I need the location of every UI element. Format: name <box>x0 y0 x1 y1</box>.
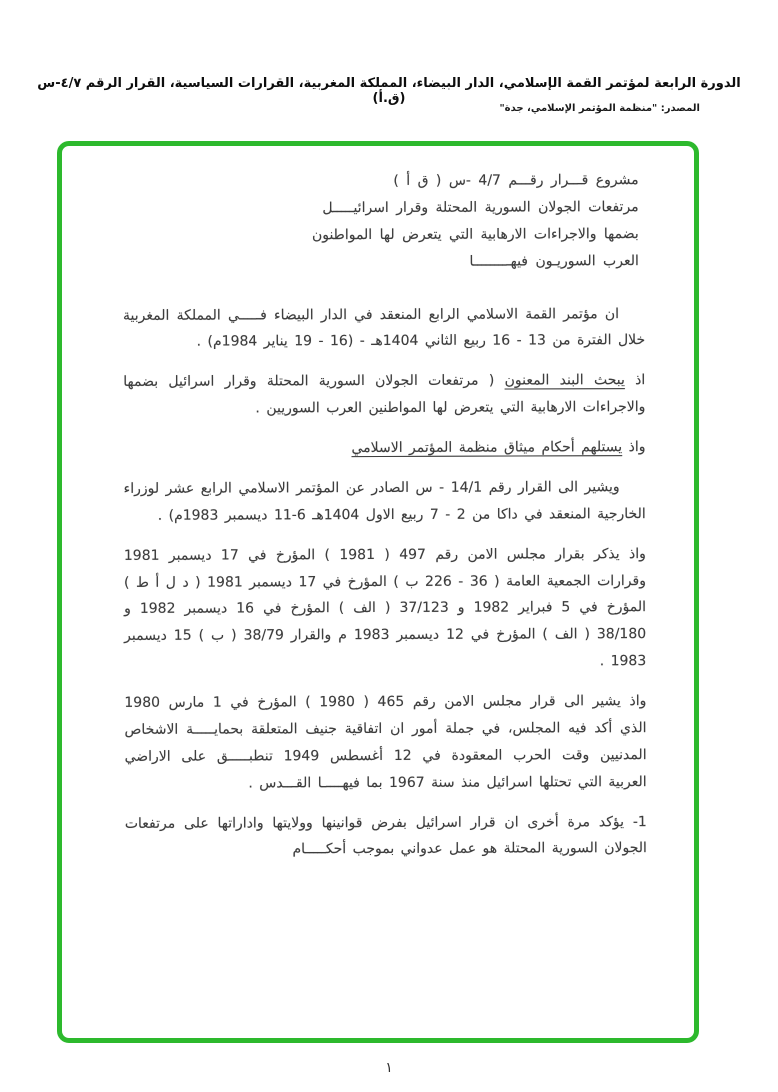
paragraph-text: واذ يشير الى قرار مجلس الامن رقم 465 ( 1980 ) المؤرخ في 1 مارس 1980 الذي أكد فيه المجلس، في جملة أمور ان اتفاقية جنيف المتعلقة بحمايـــــة الاشخاص المدنيين وقت الحرب المعقودة في 12 أغسطس 1949 تنطبـــــق على الاراضي العربية التي تحتلها اسرائيل منذ سنة 1967 بما فيهـــــا القـــدس . <box>124 693 647 792</box>
paragraph-text: 1- يؤكد مرة أخرى ان قرار اسرائيل بفرض قوانينها وولايتها واداراتها على مرتفعات الجولان السورية المحتلة هو عمل عدواني بموجب أحكـــــام <box>124 813 647 858</box>
document-paragraph <box>125 809 647 865</box>
paragraph-text: ( مرتفعات الجولان السورية المحتلة وقرار اسرائيل بضمها والاجراءات الارهابية التي يتعرض لها المواطنين العرب السوريين . <box>123 372 646 417</box>
paragraph-text: اذ <box>624 372 646 389</box>
document-paragraph <box>124 541 646 677</box>
document-paragraph <box>124 688 646 797</box>
underlined-phrase: يستلهم أحكام ميثاق منظمة المؤتمر الاسلامي <box>351 439 623 457</box>
doc-title-line: مشروع قـــرار رقـــم 4/7 -س ( ق أ ) <box>393 172 639 189</box>
doc-title-line: مرتفعات الجولان السورية المحتلة وقرار اسرائيـــــل <box>322 198 639 217</box>
document-paragraph <box>123 434 645 463</box>
paragraph-text: ان مؤتمر القمة الاسلامي الرابع المنعقد في الدار البيضاء فـــــي المملكة المغربية خلال الفترة من 13 - 16 ربيع الثاني 1404هـ - (16 - 19 يناير 1984م) . <box>123 305 646 351</box>
doc-title-line: العرب السوريـون فيهـــــــــا <box>469 252 639 270</box>
doc-paragraphs <box>123 301 647 865</box>
document-paragraph <box>123 367 645 423</box>
paragraph-text: واذ يذكر بقرار مجلس الامن رقم 497 ( 1981 ) المؤرخ في 17 ديسمبر 1981 وقرارات الجمعية العامة ( 36 - 226 ب ) المؤرخ في 17 ديسمبر 1981 ( د ل أ ط ) المؤرخ في 5 فبراير 1982 و 37/123 ( الف ) المؤرخ في 16 ديسمبر 1982 و 38/180 ( الف ) المؤرخ في 12 ديسمبر 1983 م والقرار 38/79 ( ب ) 15 ديسمبر 1983 . <box>123 545 647 670</box>
paragraph-text: ويشير الى القرار رقم 14/1 - س الصادر عن المؤتمر الاسلامي الرابع عشر لوزراء الخارجية المنعقد في داكا من 2 - 7 ربيع الاول 1404هـ 6-11 ديسمبر 1983م) . <box>123 479 646 524</box>
doc-title-block <box>123 167 645 276</box>
source-line: المصدر: "منظمة المؤتمر الإسلامي، جدة" <box>499 103 700 114</box>
underlined-phrase: يبحث البند المعنون <box>504 372 625 389</box>
doc-title-line: بضمها والاجراءات الارهابية التي يتعرض لها المواطنون <box>311 225 639 243</box>
document-paragraph <box>123 301 645 357</box>
page-number: ١ <box>385 1060 393 1076</box>
document-paragraph <box>124 474 646 530</box>
scanned-document <box>60 145 695 1039</box>
paragraph-text: واذ <box>622 439 646 456</box>
document-header-title: الدورة الرابعة لمؤتمر القمة الإسلامي، الدار البيضاء، المملكة المغربية، القرارات السياسية، القرار الرقم ٤/٧-س (ق.أ) <box>37 76 741 106</box>
green-frame <box>57 141 699 1043</box>
